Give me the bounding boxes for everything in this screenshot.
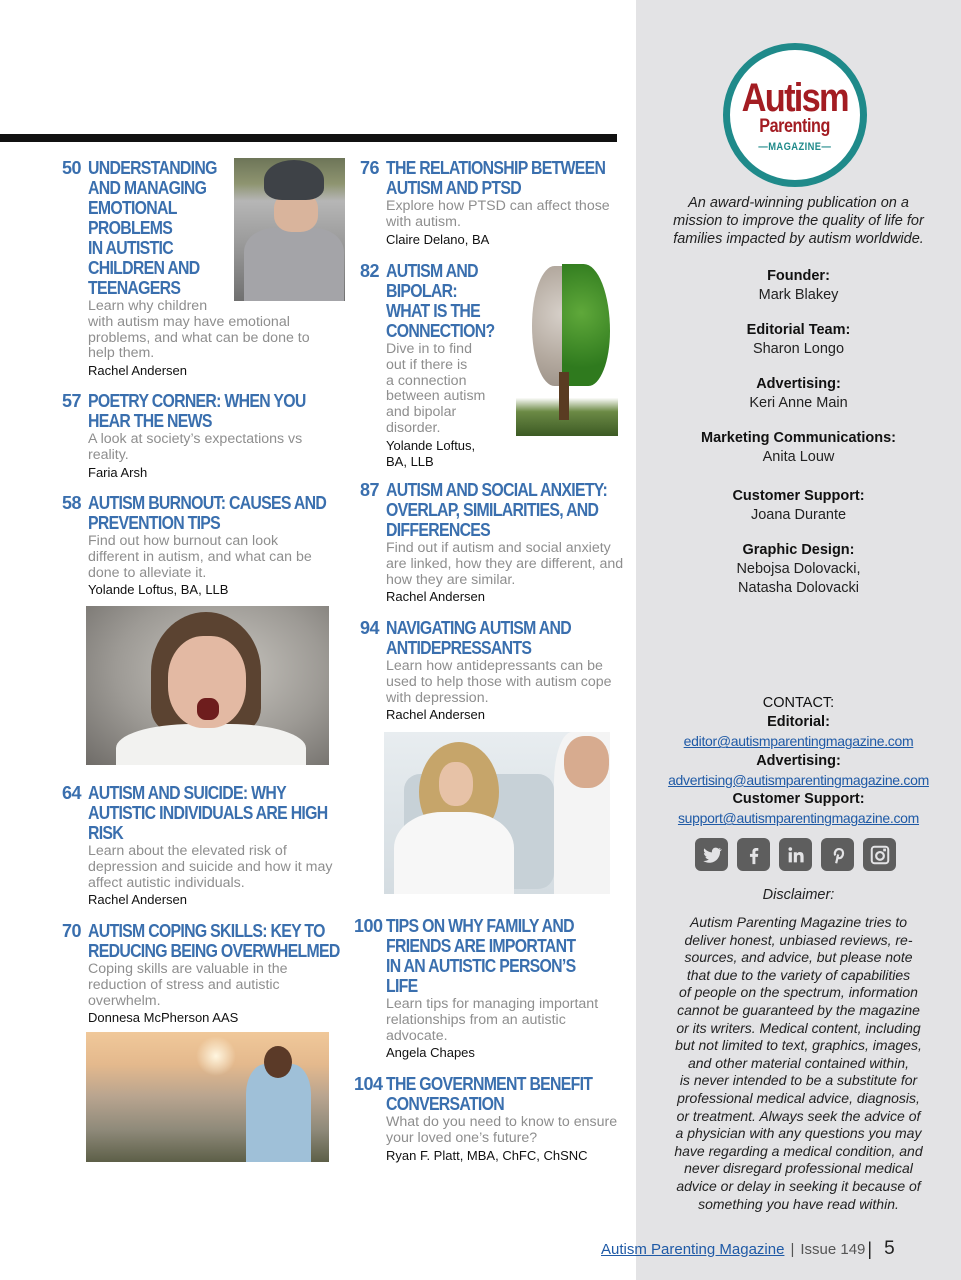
title-line: POETRY CORNER: WHEN YOU [88,391,306,411]
title-line: OVERLAP, SIMILARITIES, AND [386,500,599,520]
article-title[interactable] [386,916,575,996]
teen-covering-ears-photo [234,158,345,301]
staff-role: Customer Support: [732,488,865,504]
title-line: DIFFERENCES [386,520,491,540]
article-author: Rachel Andersen [386,707,486,723]
article-page-number: 87 [360,480,380,500]
toc-article-64[interactable] [62,783,360,908]
article-description [386,199,635,231]
article-author [386,438,509,470]
article-author: Donnesa McPherson AAS [88,1010,239,1026]
disclaimer-text [666,914,931,1213]
linkedin-icon[interactable] [779,838,812,871]
social-links [695,838,896,871]
article-author: Ryan F. Platt, MBA, ChFC, ChSNC [386,1147,588,1163]
title-line: ANTIDEPRESSANTS [386,638,532,658]
disclaimer-line: that due to the variety of capabilities [686,966,911,983]
toc-article-82[interactable] [360,261,509,470]
staff-role: Graphic Design: [742,542,855,558]
desc-line: Find out how burnout can look [88,533,279,549]
half-bare-half-green-tree-head-photo [516,262,618,436]
title-line: CHILDREN AND [88,258,200,278]
page-number: 5 [884,1238,895,1259]
disclaimer-heading: Disclaimer: [762,887,835,903]
toc-article-70[interactable] [62,921,374,1026]
staff-name: Sharon Longo [752,341,845,357]
desc-line: with autism. [386,213,461,230]
desc-line: depression and suicide and how it may [88,858,333,875]
article-page-number: 100 [354,916,383,936]
desc-line: overwhelm. [88,992,161,1009]
article-author: Rachel Andersen [88,363,188,379]
contact-section [636,694,961,828]
article-description [386,659,612,706]
contact-role: Editorial: [767,714,830,731]
desc-line: how they are similar. [386,571,516,588]
desc-line: and bipolar [386,404,457,421]
desc-line: Explore how PTSD can affect those [386,198,610,214]
staff-advertising [636,375,961,413]
article-author: Claire Delano, BA [386,231,490,247]
staff-marketing-communications [636,429,961,467]
twitter-icon[interactable] [695,838,728,871]
desc-line: with depression. [386,689,489,706]
desc-line: Learn how antidepressants can be [386,658,603,674]
logo-wordmark-magazine: —MAGAZINE— [758,141,832,153]
disclaimer-line: something you have read within. [698,1195,899,1212]
screaming-girl-photo [86,606,329,765]
staff-customer-support [636,487,961,525]
desc-line: your loved one’s future? [386,1129,538,1146]
article-description [88,432,335,464]
title-line: TIPS ON WHY FAMILY AND [386,916,574,936]
desc-line: help them. [88,345,155,362]
toc-article-87[interactable] [360,480,637,605]
contact-role: Advertising: [756,752,841,769]
tagline-line: mission to improve the quality of life for [673,213,924,229]
article-title[interactable] [386,261,494,341]
title-line: TEENAGERS [88,278,181,298]
disclaimer-line: and other material contained within, [687,1054,910,1071]
issue-number: Issue 149 [800,1240,866,1258]
staff-list [636,267,961,614]
toc-article-58[interactable] [62,493,359,598]
author-line: BA, LLB [386,453,434,469]
staff-role: Editorial Team: [746,322,851,338]
article-author: Faria Arsh [88,464,148,480]
page-footer [601,1238,895,1260]
autism-parenting-magazine-logo[interactable] [723,43,867,187]
article-page-number: 104 [354,1074,383,1094]
title-line: UNDERSTANDING [88,158,217,178]
desc-line: Learn about the elevated risk of [88,843,287,859]
title-line: EMOTIONAL [88,198,177,218]
article-title[interactable] [386,618,584,658]
title-line: AUTISM AND PTSD [386,178,521,198]
desc-line: relationships from an autistic [386,1011,566,1028]
title-line: THE GOVERNMENT BENEFIT [386,1074,593,1094]
instagram-icon[interactable] [863,838,896,871]
tagline-line: An award-winning publication on a [688,195,909,211]
desc-line: problems, and what can be done to [88,329,310,346]
disclaimer-line: Autism Parenting Magazine tries to [689,914,908,930]
toc-article-100[interactable] [354,916,601,1061]
disclaimer-line: of people on the spectrum, information [679,984,918,1001]
contact-role: Customer Support: [732,791,865,808]
desc-line: A look at society’s expectations vs [88,431,303,447]
article-description [386,1115,620,1147]
masthead-sidebar [636,0,961,1280]
disclaimer-line: is never intended to be a substitute for [679,1072,918,1089]
disclaimer-line: advice or delay in seeking it because of [676,1177,921,1194]
desc-line: disorder. [386,419,441,436]
title-line: LIFE [386,976,418,996]
staff-name: Nebojsa Dolovacki, [736,561,861,577]
article-title[interactable] [386,1074,592,1114]
title-line: AUTISM COPING SKILLS: KEY TO [88,921,325,941]
disclaimer-line: a physician with any questions you may [675,1125,922,1142]
article-page-number: 50 [62,158,82,178]
desc-line: reduction of stress and autistic [88,976,280,993]
toc-article-76[interactable] [360,158,635,248]
article-description [88,299,310,362]
title-line: NAVIGATING AUTISM AND [386,618,571,638]
editorial-email-link[interactable]: editor@autismparentingmagazine.com [683,733,914,750]
article-page-number: 82 [360,261,380,281]
title-line: BIPOLAR: [386,281,457,301]
title-line: RISK [88,823,124,843]
staff-role: Marketing Communications: [701,430,896,446]
footer-separator: | [790,1240,795,1258]
article-title[interactable] [88,783,327,843]
article-author: Rachel Andersen [88,892,188,908]
desc-line: affect autistic individuals. [88,874,245,891]
article-description [88,844,360,891]
article-title[interactable] [88,921,340,961]
article-page-number: 94 [360,618,380,638]
article-page-number: 76 [360,158,380,178]
desc-line: out if there is [386,356,468,373]
title-line: IN AN AUTISTIC PERSON’S [386,956,576,976]
desc-line: between autism [386,388,486,405]
support-email-link[interactable]: support@autismparentingmagazine.com [677,810,920,827]
staff-name: Natasha Dolovacki [738,580,859,596]
logo-wordmark-autism: Autism [741,76,849,120]
article-description [386,541,637,588]
toc-article-94[interactable] [360,618,612,723]
desc-line: Find out if autism and social anxiety [386,540,611,556]
advertising-email-link[interactable]: advertising@autismparentingmagazine.com [668,771,929,788]
staff-role: Founder: [767,268,830,284]
staff-editorial-team [636,321,961,359]
article-page-number: 58 [62,493,82,513]
disclaimer-line: cannot be guaranteed by the magazine [677,1001,920,1018]
disclaimer-line: or treatment. Always seek the advice of [676,1107,921,1124]
title-line: WHAT IS THE [386,301,481,321]
article-author: Yolande Loftus, BA, LLB [88,582,229,598]
disclaimer-line: but not limited to text, graphics, images, [675,1037,922,1054]
article-page-number: 57 [62,391,82,411]
staff-graphic-design [636,541,961,598]
disclaimer-line: or its writers. Medical content, including [676,1019,921,1036]
article-author: Rachel Andersen [386,589,486,605]
footer-separator: | [867,1238,873,1259]
article-page-number: 64 [62,783,82,803]
disclaimer-line: sources, and advice, but please note [684,949,913,966]
desc-line: Coping skills are valuable in the [88,961,288,977]
article-description [386,342,509,437]
title-line: AND MANAGING [88,178,207,198]
staff-founder [636,267,961,305]
article-description [88,962,374,1009]
title-line: HEAR THE NEWS [88,411,212,431]
title-line: REDUCING BEING OVERWHELMED [88,941,340,961]
title-line: AUTISM AND SUICIDE: WHY [88,783,286,803]
desc-line: are linked, how they are different, and [386,555,624,572]
desc-line: with autism may have emotional [88,313,290,330]
desc-line: used to help those with autism cope [386,673,612,690]
title-line: IN AUTISTIC [88,238,173,258]
title-line: AUTISTIC INDIVIDUALS ARE HIGH [88,803,328,823]
desc-line: Learn why children [88,298,208,314]
desc-line: advocate. [386,1027,448,1044]
facebook-icon[interactable] [737,838,770,871]
magazine-home-link[interactable]: Autism Parenting Magazine [601,1240,785,1258]
desc-line: What do you need to know to ensure [386,1114,618,1130]
article-description [386,997,601,1044]
title-line: AUTISM AND [386,261,478,281]
title-line: CONNECTION? [386,321,495,341]
disclaimer-line: deliver honest, unbiased reviews, re- [684,931,913,948]
staff-name: Joana Durante [750,507,847,523]
article-page-number: 70 [62,921,82,941]
meditating-man-sunset-photo [86,1032,329,1162]
desc-line: Learn tips for managing important [386,996,599,1012]
title-line: PREVENTION TIPS [88,513,221,533]
toc-article-104[interactable] [354,1074,620,1164]
disclaimer-line: have regarding a medical condition, and [674,1142,923,1159]
staff-name: Keri Anne Main [749,395,848,411]
top-rule [0,134,617,142]
article-title[interactable] [88,391,306,431]
article-author: Angela Chapes [386,1045,475,1061]
article-title[interactable] [386,480,607,540]
title-line: AUTISM AND SOCIAL ANXIETY: [386,480,608,500]
staff-name: Mark Blakey [758,287,839,303]
magazine-tagline [656,194,941,248]
therapy-session-photo [384,732,610,894]
disclaimer-line: professional medical advice, diagnosis, [677,1089,920,1106]
logo-wordmark-parenting: Parenting [759,116,831,137]
title-line: CONVERSATION [386,1094,504,1114]
desc-line: done to alleviate it. [88,564,207,581]
article-title[interactable] [88,493,326,533]
staff-role: Advertising: [756,376,841,392]
title-line: THE RELATIONSHIP BETWEEN [386,158,606,178]
tagline-line: families impacted by autism worldwide. [673,231,924,247]
title-line: AUTISM BURNOUT: CAUSES AND [88,493,327,513]
contact-heading: CONTACT: [762,695,835,711]
staff-name: Anita Louw [762,449,835,465]
title-line: PROBLEMS [88,218,173,238]
author-line: Yolande Loftus, [386,437,476,453]
article-description [88,534,359,581]
title-line: FRIENDS ARE IMPORTANT [386,936,576,956]
desc-line: reality. [88,446,129,463]
article-title[interactable] [386,158,605,198]
desc-line: different in autism, and what can be [88,548,312,565]
desc-line: Dive in to find [386,341,472,357]
pinterest-icon[interactable] [821,838,854,871]
toc-article-57[interactable] [62,391,335,481]
disclaimer-line: never disregard professional medical [684,1160,913,1177]
desc-line: a connection [386,372,467,389]
